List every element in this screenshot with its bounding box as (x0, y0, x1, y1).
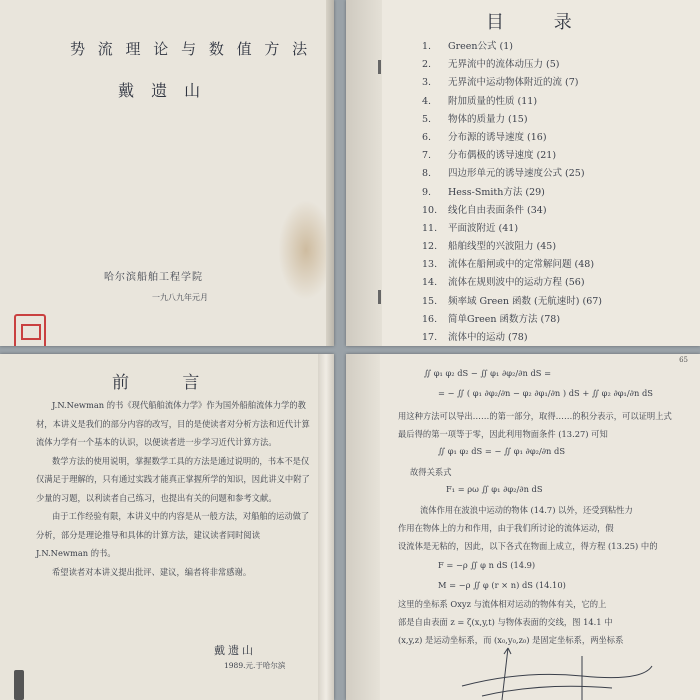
toc-item: 11. 平面波附近 (41) (422, 222, 519, 234)
preface-paragraph: J.N.Newman 的书《现代船舶流体力学》作为国外船舶流体力学的教材，本讲义是我们的部分内容的改写，目的是使读者对分析方法和近代计算流体力学有一个基本的认识，以便读者进一步学习近代计算方法。 (36, 400, 310, 447)
cover-title: 势 流 理 论 与 数 值 方 法 (70, 40, 312, 58)
math-line: F = −ρ ∬ φ n dS (14.9) (438, 560, 536, 570)
toc-item: 6. 分布源的诱导速度 (16) (422, 131, 547, 143)
toc-item: 7. 分布偶极的诱导速度 (21) (422, 150, 557, 162)
page-fold (326, 0, 334, 346)
binding-spine (346, 0, 382, 346)
binder-clip-icon (14, 670, 24, 700)
math-line: ∬ φ₁ φ₂ dS − ∬ φ₁ ∂φ₂/∂n dS = (424, 368, 552, 378)
math-line: (x,y,z) 是运动坐标系，而 (x₀,y₀,z₀) 是固定坐标系，两坐标系 (398, 635, 624, 645)
toc-list (422, 38, 692, 346)
math-line: ∬ φ₁ φ₂ dS = − ∬ φ₁ ∂φ₂/∂n dS (438, 446, 566, 456)
preface-body (36, 396, 314, 581)
math-line: 流体作用在波浪中运动的物体 (14.7) 以外，还受到粘性力 (420, 505, 633, 515)
toc-item: 16. 简单Green 函数方法 (78) (422, 313, 561, 325)
preface-paragraph: 由于工作经验有限，本讲义中的内容是从一般方法，对船舶的运动做了分析，部分是理论推导和具体的计算方法，建议读者同时阅读 J.N.Newman 的书。 (36, 511, 310, 558)
toc-item: 2. 无界流中的流体动压力 (5) (422, 59, 560, 71)
binding-spine (318, 354, 334, 700)
math-line: F₁ = ρω ∬ φ₁ ∂φ₂/∂n dS (446, 484, 543, 494)
math-page (346, 354, 700, 700)
toc-page (346, 0, 700, 346)
toc-title: 目 录 (486, 12, 594, 33)
cover-institution: 哈尔滨船舶工程学院 (104, 272, 203, 283)
toc-item: 1. Green公式 (1) (422, 41, 513, 52)
toc-item: 14. 流体在规则波中的运动方程 (56) (422, 277, 585, 289)
toc-item: 17. 流体中的运动 (78) (422, 332, 528, 343)
toc-item: 4. 附加质量的性质 (11) (422, 95, 538, 107)
toc-item: 3. 无界流中运动物体附近的流 (7) (422, 77, 579, 89)
preface-paragraph: 数学方法的使用说明，掌握数学工具的方法是通过说明的，书本不是仅仅满足于理解的，只有通过实践才能真正掌握所学的知识，因此讲义中附了少量的习题，以利读者自己练习，也提出有关的问题和参考文献。 (36, 455, 310, 503)
toc-item: 5. 物体的质量力 (15) (422, 113, 528, 125)
toc-item: 12. 船舶线型的兴波阻力 (45) (422, 241, 557, 253)
staple-icon (378, 60, 381, 74)
preface-title: 前 言 (112, 373, 224, 393)
cover-page (0, 0, 334, 346)
toc-item: 15. 频率域 Green 函数 (无航速时) (67) (422, 295, 602, 307)
toc-item: 10. 线化自由表面条件 (34) (422, 204, 547, 216)
math-line: 用这种方法可以导出……的第一部分，取得……的积分表示，可以证明上式 (398, 411, 672, 421)
cover-author: 戴 遗 山 (118, 81, 207, 100)
preface-paragraph: 希望读者对本讲义提出批评、建议，编者将非常感谢。 (52, 566, 252, 577)
red-stamp-icon (14, 314, 46, 346)
binding-spine (346, 354, 380, 700)
math-line: = − ∬ ( φ₁ ∂φ₂/∂n − φ₂ ∂φ₁/∂n ) dS + ∬ φ₂ ∂φ₁/∂n dS (438, 388, 653, 398)
toc-item: 13. 流体在船闸或中的定常解问题 (48) (422, 259, 595, 271)
math-line: M = −ρ ∬ φ (r × n) dS (14.10) (438, 580, 566, 590)
page-number: 65 (679, 356, 688, 364)
toc-item: 9. Hess-Smith方法 (29) (422, 186, 545, 198)
preface-page (0, 354, 334, 700)
preface-signature: 戴遗山 (214, 644, 256, 657)
math-line: 最后得的第一项等于零，因此利用物面条件 (13.27) 可知 (398, 429, 608, 439)
staple-icon (378, 290, 381, 304)
preface-sign-date: 1989.元.于哈尔滨 (224, 661, 286, 670)
coordinate-figure (442, 636, 662, 700)
math-line: 故得关系式 (410, 467, 452, 477)
toc-item: 8. 四边形单元的诱导速度公式 (25) (422, 168, 585, 180)
math-line: 这里的坐标系 Oxyz 与流体相对运动的物体有关，它的上 (398, 599, 607, 609)
math-line: 设流体是无粘的，因此，以下各式在物面上成立，得方程 (13.25) 中的 (398, 541, 658, 551)
cover-date: 一九八九年元月 (152, 293, 208, 302)
math-line: 作用在物体上的力和作用，由于我们所讨论的流体运动，假 (398, 523, 614, 533)
math-line: 部是自由表面 z = ζ(x,y,t) 与物体表面的交线，图 14.1 中 (398, 617, 613, 627)
